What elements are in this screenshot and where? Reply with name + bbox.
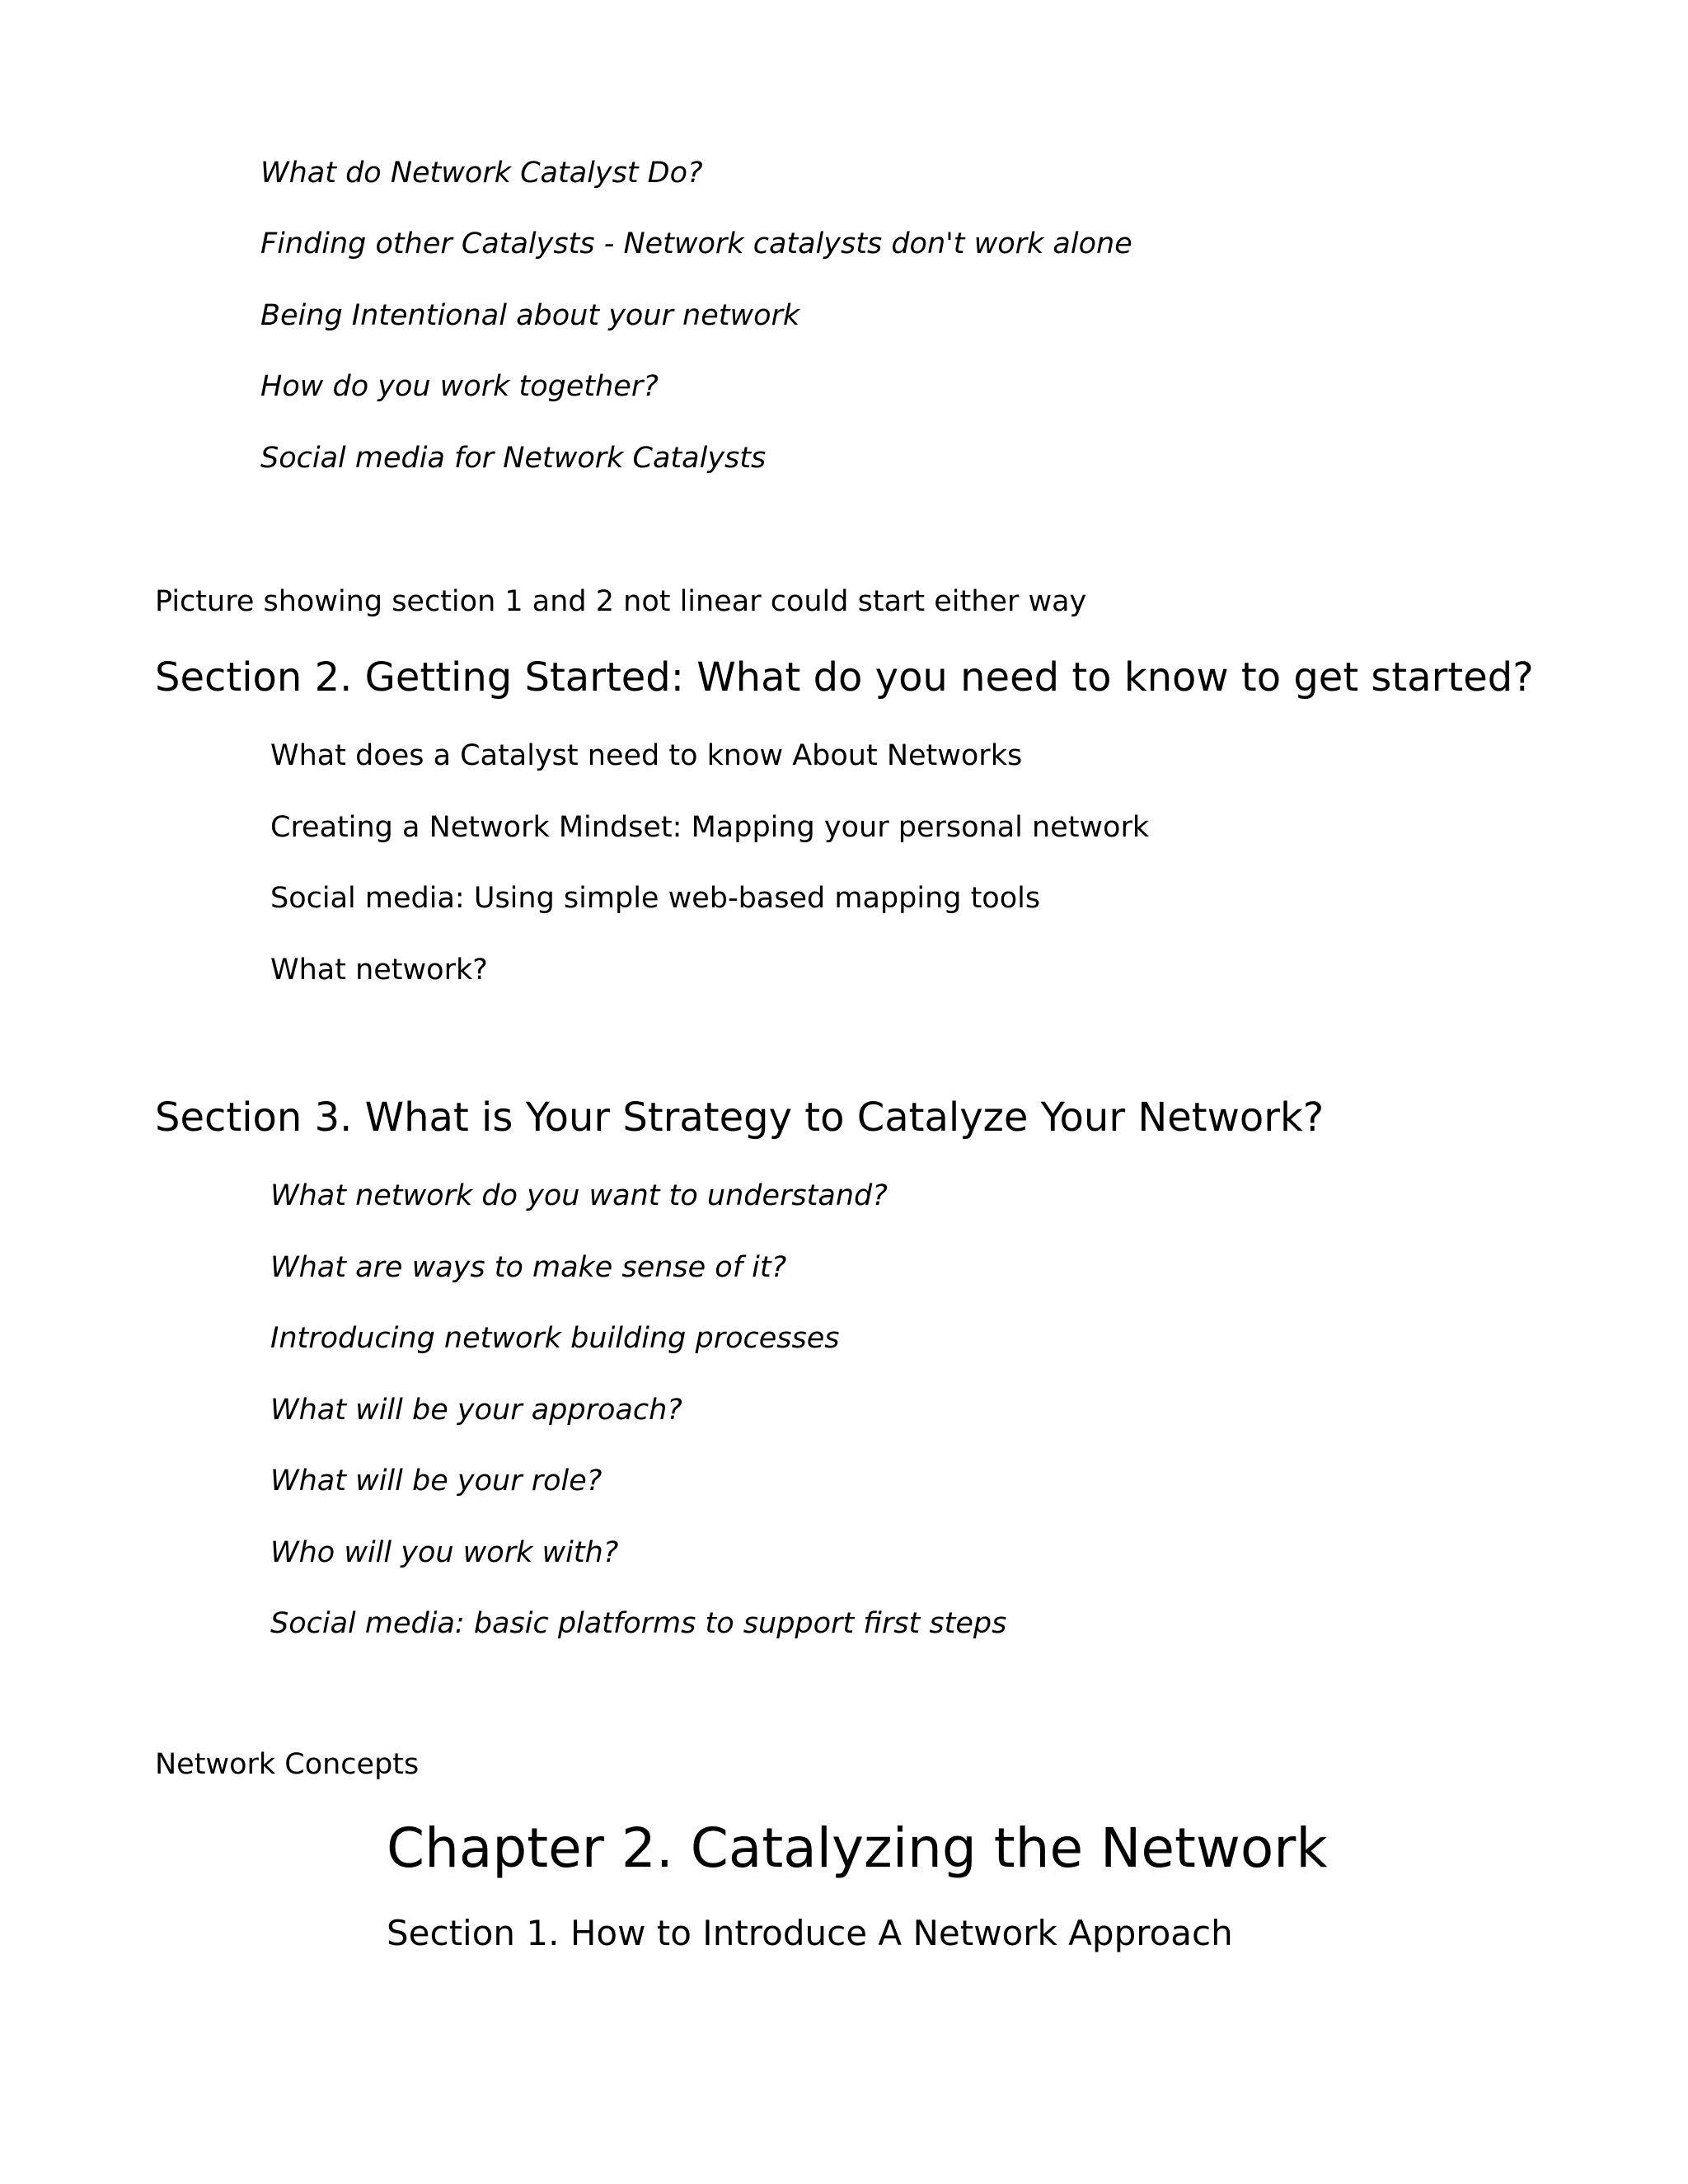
list-item: What will be your approach? <box>270 1394 682 1427</box>
list-item: Social media for Network Catalysts <box>260 442 767 475</box>
list-item: Being Intentional about your network <box>260 299 800 332</box>
list-item: How do you work together? <box>260 370 659 403</box>
list-item: Finding other Catalysts - Network catalysts don't work alone <box>260 227 1132 260</box>
chapter-2-heading: Chapter 2. Catalyzing the Network <box>387 1816 1328 1880</box>
list-item: What does a Catalyst need to know About Networks <box>270 739 1023 772</box>
list-item: Creating a Network Mindset: Mapping your personal network <box>270 811 1150 844</box>
list-item: What do Network Catalyst Do? <box>260 157 703 190</box>
section-1-heading: Section 1. How to Introduce A Network Approach <box>387 1913 1233 1953</box>
list-item: What network do you want to understand? <box>270 1179 888 1212</box>
list-item: Social media: Using simple web-based mapping tools <box>270 882 1041 915</box>
section-3-heading: Section 3. What is Your Strategy to Catalyze Your Network? <box>155 1094 1325 1141</box>
picture-note: Picture showing section 1 and 2 not linear could start either way <box>155 585 1087 618</box>
list-item: What network? <box>270 954 488 987</box>
list-item: Who will you work with? <box>270 1536 619 1569</box>
list-item: What will be your role? <box>270 1465 603 1497</box>
list-item: Social media: basic platforms to support first steps <box>270 1607 1007 1640</box>
list-item: What are ways to make sense of it? <box>270 1251 787 1284</box>
section-2-heading: Section 2. Getting Started: What do you need to know to get started? <box>155 654 1534 701</box>
list-item: Introducing network building processes <box>270 1322 840 1355</box>
concepts-note: Network Concepts <box>155 1748 420 1781</box>
